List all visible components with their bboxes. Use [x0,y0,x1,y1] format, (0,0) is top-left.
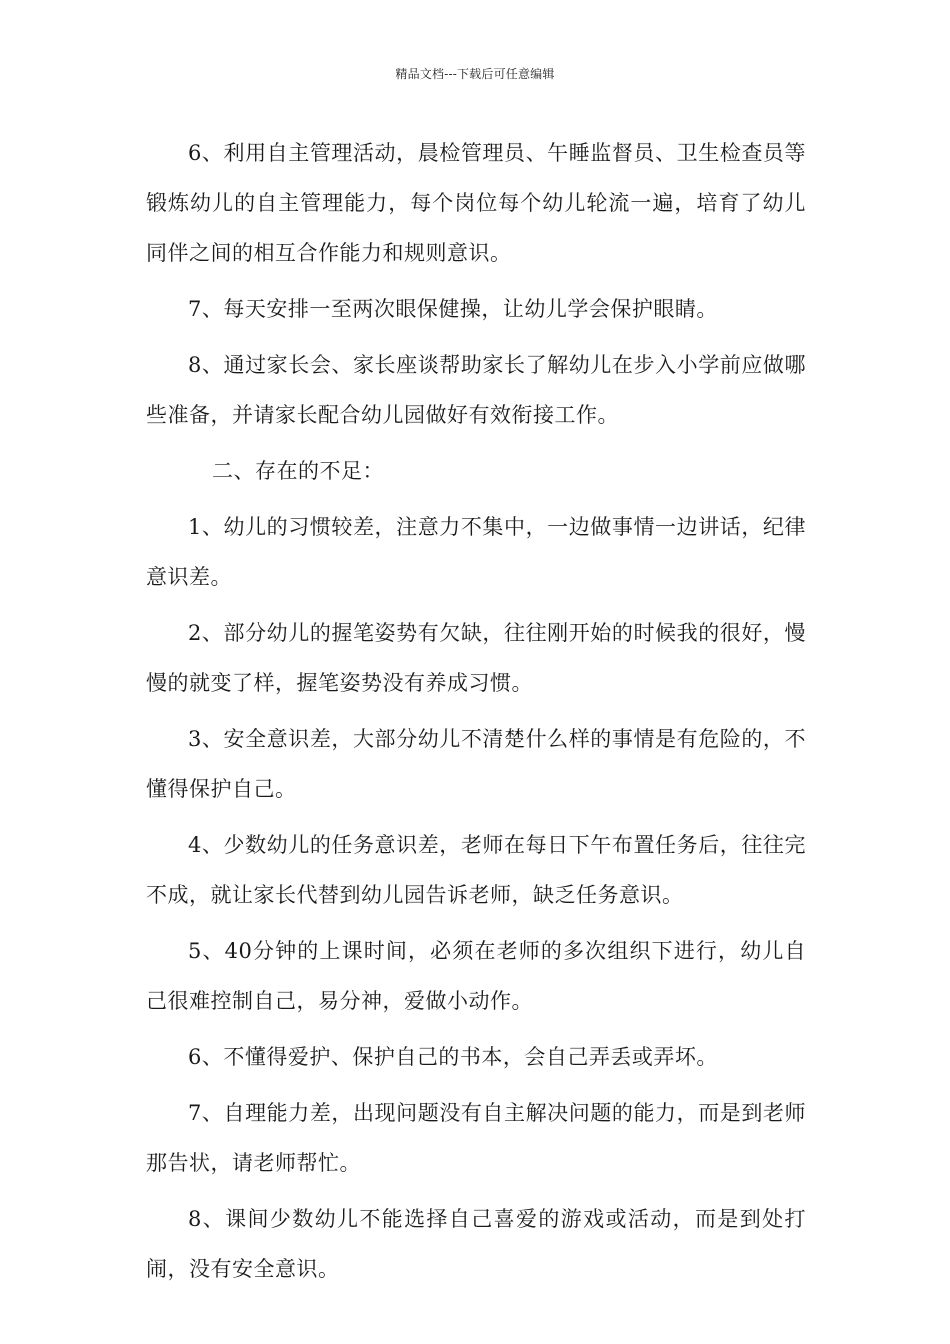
deficiency-item-7: 7、自理能力差，出现问题没有自主解决问题的能力，而是到老师那告状，请老师帮忙。 [146,1101,806,1175]
page-header: 精品文档---下载后可任意编辑 [395,67,555,81]
paragraph-item-7: 7、每天安排一至两次眼保健操，让幼儿学会保护眼睛。 [188,297,718,321]
document-body [146,128,806,1300]
section-heading: 二、存在的不足： [212,459,384,483]
deficiency-item-3: 3、安全意识差，大部分幼儿不清楚什么样的事情是有危险的，不懂得保护自己。 [146,727,806,801]
paragraph-item-8: 8、通过家长会、家长座谈帮助家长了解幼儿在步入小学前应做哪些准备，并请家长配合幼儿园做好有效衔接工作。 [146,353,806,427]
deficiency-item-4: 4、少数幼儿的任务意识差，老师在每日下午布置任务后，往往完不成，就让家长代替到幼儿园告诉老师，缺乏任务意识。 [146,833,806,907]
deficiency-item-8: 8、课间少数幼儿不能选择自己喜爱的游戏或活动，而是到处打闹，没有安全意识。 [146,1207,806,1281]
deficiency-item-5: 5、40分钟的上课时间，必须在老师的多次组织下进行，幼儿自己很难控制自己，易分神，爱做小动作。 [146,939,806,1013]
deficiency-item-6: 6、不懂得爱护、保护自己的书本，会自己弄丢或弄坏。 [188,1045,718,1069]
paragraph-item-6: 6、利用自主管理活动，晨检管理员、午睡监督员、卫生检查员等锻炼幼儿的自主管理能力，每个岗位每个幼儿轮流一遍，培育了幼儿同伴之间的相互合作能力和规则意识。 [146,141,806,265]
deficiency-item-2: 2、部分幼儿的握笔姿势有欠缺，往往刚开始的时候我的很好，慢慢的就变了样，握笔姿势没有养成习惯。 [146,621,806,695]
deficiency-item-1: 1、幼儿的习惯较差，注意力不集中，一边做事情一边讲话，纪律意识差。 [146,515,806,589]
